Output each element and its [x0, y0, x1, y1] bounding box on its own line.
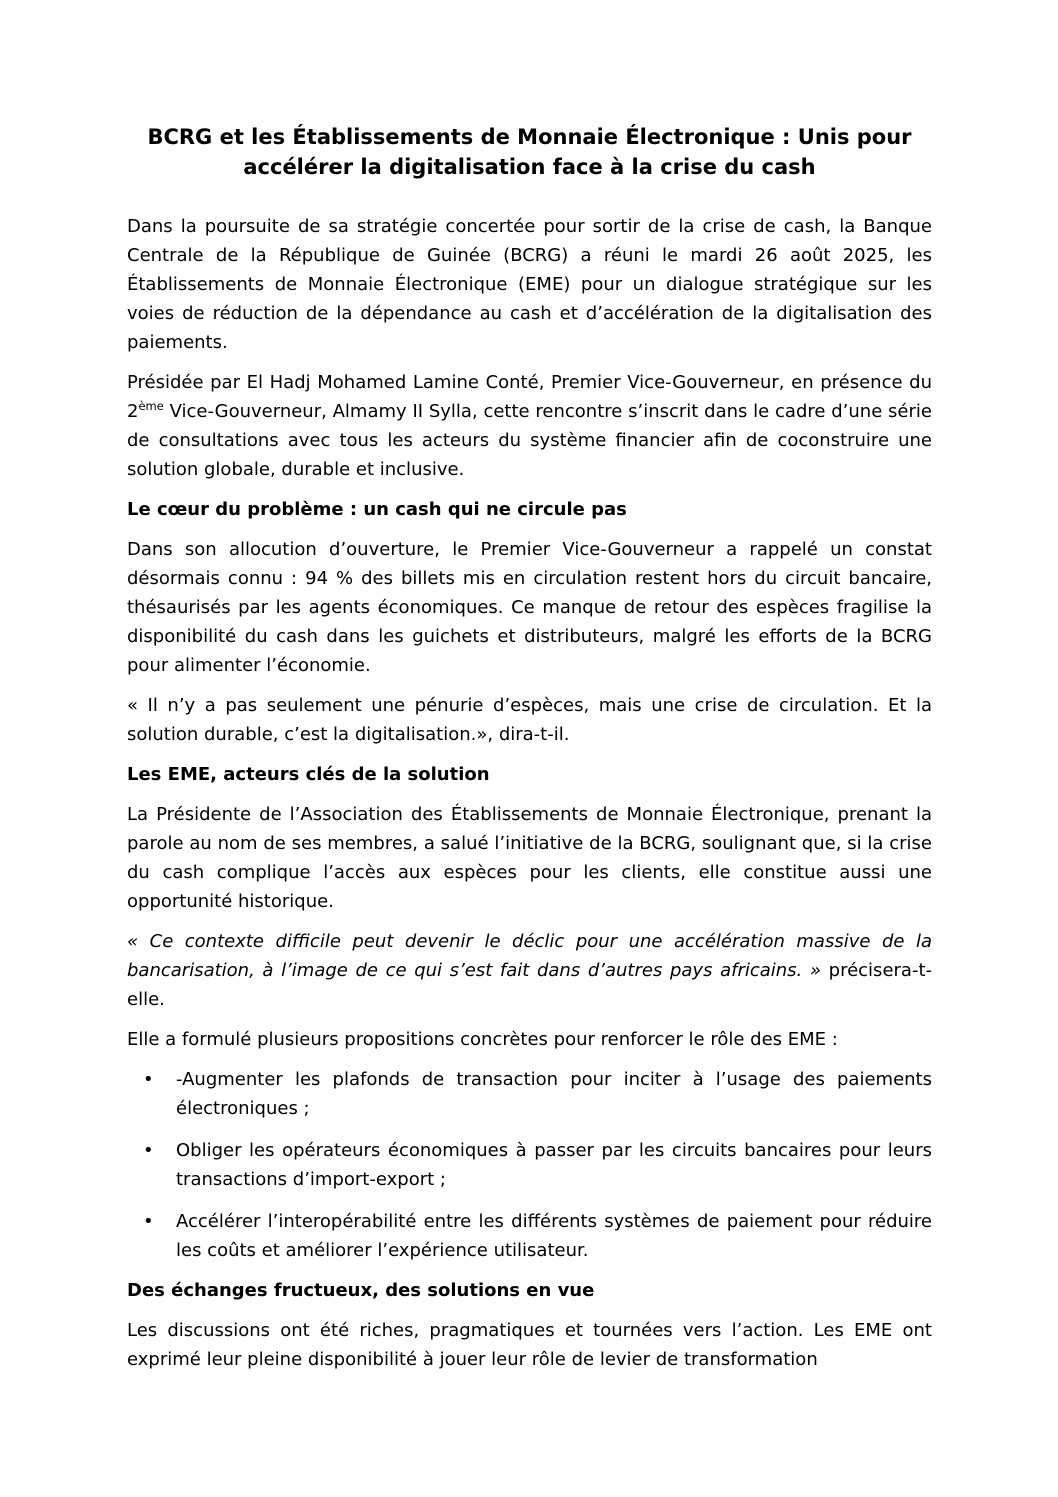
section-heading-coeur-du-probleme: Le cœur du problème : un cash qui ne circule pas — [127, 499, 627, 520]
intro-paragraph-2-lead: Présidée par El Hadj Mohamed Lamine Conté, Premier Vice-Gouverneur, en présence du 2 — [127, 372, 932, 422]
document-title: BCRG et les Établissements de Monnaie Électronique : Unis pour accélérer la digitalisation face à la crise du cash — [147, 125, 912, 179]
section2-paragraph: La Présidente de l’Association des Établissements de Monnaie Électronique, prenant la parole au nom de ses membres, a salué l’initiative de la BCRG, soulignant que, si la crise du cash complique l’accès aux espèces pour les clients, elle constitue aussi une opportunité historique. — [127, 804, 932, 912]
section3-paragraph: Les discussions ont été riches, pragmatiques et tournées vers l’action. Les EME ont exprimé leur pleine disponibilité à jouer leur rôle de levier de transformation — [127, 1320, 932, 1370]
section-heading-les-eme: Les EME, acteurs clés de la solution — [127, 764, 490, 785]
section1-paragraph: Dans son allocution d’ouverture, le Premier Vice-Gouverneur a rappelé un constat désormais connu : 94 % des billets mis en circulation restent hors du circuit bancaire, thésaurisés par les agents économiques. Ce manque de retour des espèces fragilise la disponibilité du cash dans les guichets et distributeurs, malgré les efforts de la BCRG pour alimenter l’économie. — [127, 539, 932, 676]
list-item: • -Augmenter les plafonds de transaction pour inciter à l’usage des paiements électroniques ; — [127, 1065, 932, 1123]
propositions-intro: Elle a formulé plusieurs propositions concrètes pour renforcer le rôle des EME : — [127, 1029, 838, 1050]
section-heading-des-echanges: Des échanges fructueux, des solutions en vue — [127, 1280, 595, 1301]
section1-quote: « Il n’y a pas seulement une pénurie d’espèces, mais une crise de circulation. Et la solution durable, c’est la digitalisation.», dira-t-il. — [127, 695, 932, 745]
quote-attribution: précisera-t-elle. — [127, 960, 932, 1010]
intro-paragraph-1: Dans la poursuite de sa stratégie concertée pour sortir de la crise de cash, la Banque Centrale de la République de Guinée (BCRG) a réuni le mardi 26 août 2025, les Établissements de Monnaie Électronique (EME) pour un dialogue stratégique sur les voies de réduction de la dépendance au cash et d’accélération de la digitalisation des paiements. — [127, 216, 932, 353]
propositions-list — [127, 1065, 932, 1265]
intro-paragraph-2 — [127, 368, 932, 484]
list-item: • Accélérer l’interopérabilité entre les différents systèmes de paiement pour réduire les coûts et améliorer l’expérience utilisateur. — [127, 1207, 932, 1265]
ordinal-superscript: ème — [138, 399, 164, 413]
quote-italic-text: « Ce contexte difficile peut devenir le déclic pour une accélération massive de la bancarisation, à l’image de ce qui s’est fait dans d’autres pays africains. » — [127, 931, 932, 981]
section2-quote — [127, 927, 932, 1014]
list-item: • Obliger les opérateurs économiques à passer par les circuits bancaires pour leurs transactions d’import-export ; — [127, 1136, 932, 1194]
intro-paragraph-2-rest: Vice-Gouverneur, Almamy II Sylla, cette rencontre s’inscrit dans le cadre d’une série de consultations avec tous les acteurs du système financier afin de coconstruire une solution globale, durable et inclusive. — [127, 401, 932, 480]
